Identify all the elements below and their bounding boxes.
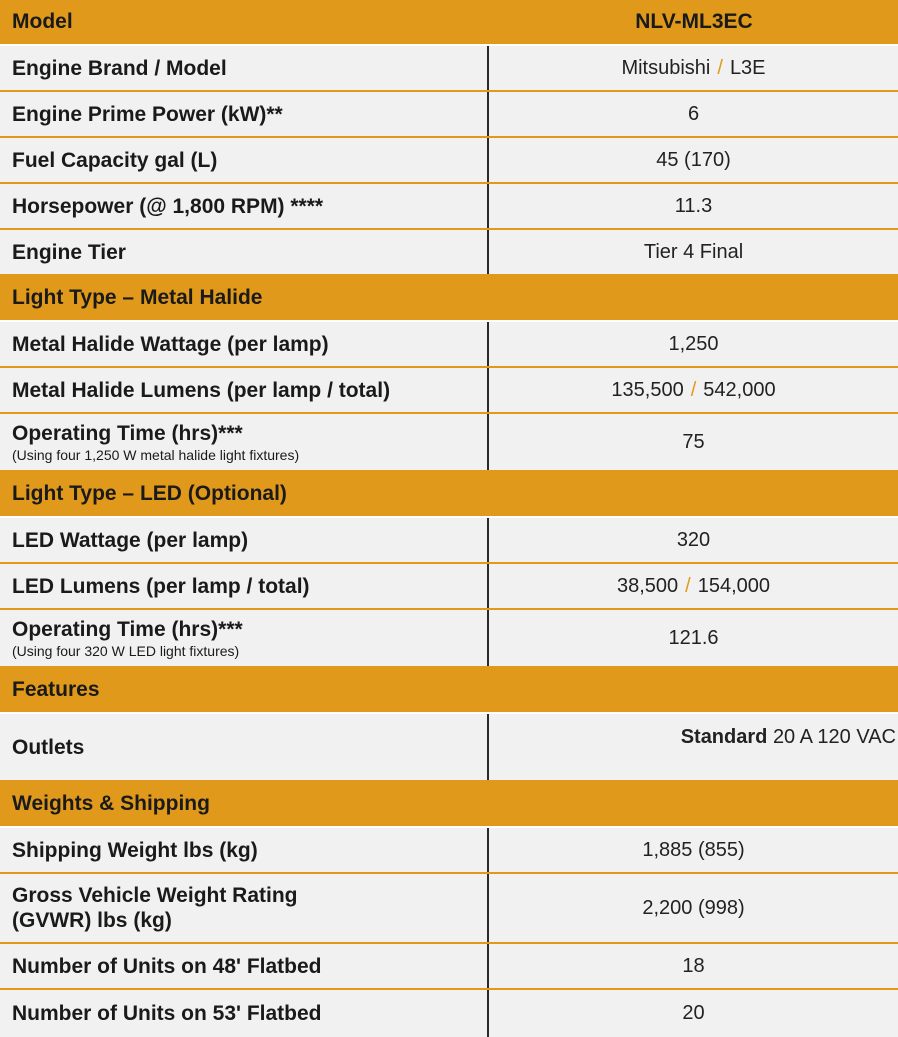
model-header-row (0, 0, 898, 46)
engine-model: L3E (729, 56, 766, 79)
outlets-spec: 20 A 120 VAC (772, 726, 896, 748)
row-value (489, 368, 898, 412)
row-value: 6 (687, 102, 700, 125)
model-value: NLV-ML3EC (635, 10, 753, 33)
row-label: Gross Vehicle Weight Rating (12, 884, 298, 907)
table-row (0, 230, 898, 276)
table-row (0, 184, 898, 230)
row-value: 18 (682, 954, 705, 977)
row-value: 45 (170) (656, 148, 731, 171)
section-header-led (0, 472, 898, 518)
table-row (0, 322, 898, 368)
row-value: Tier 4 Final (643, 240, 744, 263)
row-value: 1,250 (668, 332, 719, 355)
engine-brand: Mitsubishi (621, 56, 711, 79)
row-label: Engine Brand / Model (12, 56, 227, 80)
table-row (0, 714, 898, 782)
row-label: Number of Units on 48' Flatbed (12, 954, 322, 978)
lumens-per-lamp: 38,500 (616, 574, 679, 597)
lumens-per-lamp: 135,500 (611, 378, 684, 401)
row-value: 11.3 (674, 194, 713, 217)
table-row (0, 874, 898, 944)
section-title: Weights & Shipping (12, 792, 210, 815)
table-row (0, 92, 898, 138)
row-value (489, 46, 898, 90)
row-label: Fuel Capacity gal (L) (12, 148, 218, 172)
row-sublabel: (Using four 1,250 W metal halide light fixtures) (12, 447, 300, 463)
table-row (0, 990, 898, 1037)
section-header-features (0, 668, 898, 714)
row-label: Metal Halide Lumens (per lamp / total) (12, 378, 391, 402)
row-label: Number of Units on 53' Flatbed (12, 1002, 322, 1025)
lumens-total: 542,000 (703, 378, 776, 401)
row-value: 121.6 (668, 626, 719, 649)
row-value: 2,200 (998) (642, 896, 745, 919)
table-row (0, 368, 898, 414)
row-sublabel: (Using four 320 W LED light fixtures) (12, 643, 240, 659)
row-label: Shipping Weight lbs (kg) (12, 838, 258, 862)
table-row (0, 610, 898, 668)
row-label: Operating Time (hrs)*** (12, 422, 243, 445)
section-header-weights (0, 782, 898, 828)
outlets-standard-label: Standard (680, 726, 768, 748)
table-row (0, 46, 898, 92)
row-value: 20 (682, 1002, 705, 1024)
row-value: 320 (676, 528, 711, 551)
slash-separator: / (690, 378, 697, 401)
table-row (0, 414, 898, 472)
section-header-metal-halide (0, 276, 898, 322)
table-row (0, 564, 898, 610)
row-label: LED Lumens (per lamp / total) (12, 574, 310, 598)
row-label: Operating Time (hrs)*** (12, 618, 243, 641)
lumens-total: 154,000 (697, 574, 771, 597)
row-label-line2: (GVWR) lbs (kg) (12, 909, 172, 932)
row-value (489, 714, 898, 780)
row-value: 1,885 (855) (642, 838, 745, 861)
table-row (0, 518, 898, 564)
row-label: Engine Tier (12, 240, 126, 264)
slash-separator: / (685, 574, 691, 597)
row-label: Metal Halide Wattage (per lamp) (12, 332, 329, 356)
row-value (489, 564, 898, 608)
section-title: Light Type – Metal Halide (12, 286, 263, 309)
row-label: Horsepower (@ 1,800 RPM) **** (12, 194, 324, 218)
section-title: Features (12, 678, 100, 701)
slash-separator: / (717, 56, 723, 79)
row-value: 75 (682, 430, 705, 453)
table-row (0, 828, 898, 874)
row-label: LED Wattage (per lamp) (12, 528, 249, 552)
row-label: Engine Prime Power (kW)** (12, 102, 283, 126)
table-row (0, 138, 898, 184)
section-title: Light Type – LED (Optional) (12, 482, 287, 505)
table-row (0, 944, 898, 990)
row-label: Outlets (12, 735, 85, 759)
model-label: Model (12, 10, 73, 33)
